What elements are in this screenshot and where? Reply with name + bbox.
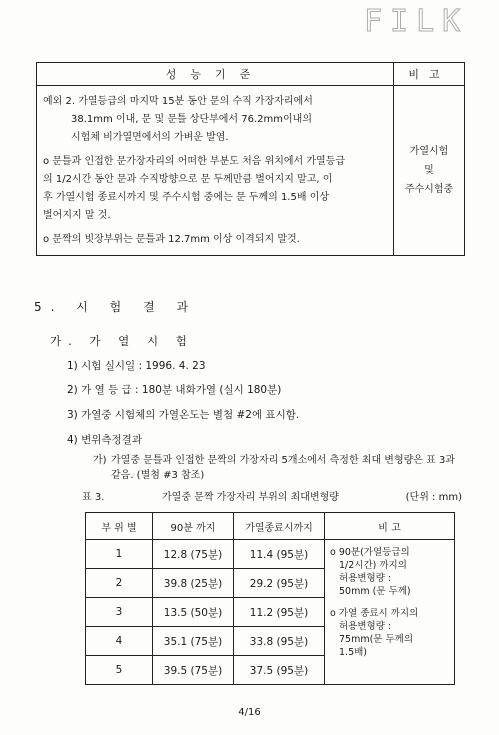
- subitem-text: 가열중 문틀과 인접한 문짝의 가장자리 5개소에서 측정한 최대 변형량은 표 3과 같음. (별첨 #3 참조): [111, 455, 455, 481]
- col-header-position: 부 위 별: [86, 513, 153, 540]
- subitem-label: 가): [93, 455, 107, 466]
- col-header-note: 비 고: [325, 513, 455, 540]
- criteria-bullet-line: o 문짝의 빗장부위는 문틀과 12.7mm 이상 이격되지 말것.: [43, 234, 300, 245]
- table-title: 가열중 문짝 가장자리 부위의 최대변형량: [162, 492, 339, 503]
- criteria-header-main: 성능기준: [37, 63, 394, 86]
- note-line: 및: [424, 165, 434, 176]
- position-cell: 3: [86, 598, 153, 627]
- notes-cell: [325, 540, 455, 685]
- test-date-item: 1) 시험 실시일 : 1996. 4. 23: [67, 360, 206, 372]
- value-90-cell: 39.5 (75분): [153, 656, 234, 685]
- criteria-header-note: 비고: [394, 63, 465, 86]
- max-deformation-table: [85, 512, 455, 685]
- note-line: o 90분(가열등급의: [330, 547, 410, 558]
- note-line: 허용변형량 :: [339, 573, 392, 584]
- position-cell: 5: [86, 656, 153, 685]
- table-row: [86, 540, 455, 569]
- value-90-cell: 12.8 (75분): [153, 540, 234, 569]
- criteria-bullet-line: 후 가열시험 종료시까지 및 주수시험 중에는 문 두께의 1.5배 이상: [43, 192, 330, 203]
- value-end-cell: 33.8 (95분): [234, 627, 325, 656]
- exception-line: 시험체 비가열면에서의 가벼운 발염.: [71, 132, 229, 143]
- value-end-cell: 29.2 (95분): [234, 569, 325, 598]
- table-number: 표 3.: [82, 492, 105, 503]
- col-header-end: 가열종료시까지: [234, 513, 325, 540]
- note-line: 50mm (문 두께): [339, 586, 411, 597]
- heating-temperature-item: 3) 가열중 시험체의 가열온도는 별첨 #2에 표시함.: [67, 409, 300, 421]
- criteria-bullet-line: 벌어지지 말 것.: [43, 210, 111, 221]
- note-line: 주수시험중: [404, 184, 454, 195]
- position-cell: 1: [86, 540, 153, 569]
- value-90-cell: 13.5 (50분): [153, 598, 234, 627]
- displacement-subitem: [93, 453, 463, 483]
- position-cell: 4: [86, 627, 153, 656]
- note-line: o 가열 종료시 까지의: [330, 608, 419, 619]
- value-90-cell: 35.1 (75분): [153, 627, 234, 656]
- value-90-cell: 39.8 (25분): [153, 569, 234, 598]
- criteria-bullet-line: 의 1/2시간 동안 문과 수직방향으로 문 두께만큼 벌어지지 말고, 이: [43, 174, 333, 185]
- criteria-body-cell: [37, 86, 394, 256]
- filk-watermark-stamp: FILK: [364, 4, 469, 39]
- value-end-cell: 11.4 (95분): [234, 540, 325, 569]
- note-line: 75mm(문 두께의: [339, 634, 414, 645]
- table-unit: (단위 : mm): [405, 492, 462, 503]
- exception-line: 예외 2. 가열등급의 마지막 15분 동안 문의 수직 가장자리에서: [43, 96, 313, 107]
- col-header-90min: 90분 까지: [153, 513, 234, 540]
- heating-grade-item: 2) 가 열 등 급 : 180분 내화가열 (실시 180분): [67, 384, 282, 396]
- note-line: 1/2시간) 까지의: [339, 560, 407, 571]
- note-line: 1.5배): [339, 647, 367, 658]
- heating-test-subtitle: 가. 가 열 시 험: [50, 334, 194, 348]
- displacement-result-item: 4) 변위측정결과: [67, 434, 142, 446]
- note-line: 가열시험: [409, 146, 449, 157]
- performance-criteria-table: [36, 62, 465, 256]
- page-number: 4/16: [238, 707, 261, 718]
- exception-line: 38.1mm 이내, 문 및 문틀 상단부에서 76.2mm이내의: [71, 114, 312, 125]
- section-5-title: 5. 시 험 결 과: [34, 300, 198, 314]
- position-cell: 2: [86, 569, 153, 598]
- note-line: 허용변형량 :: [339, 621, 392, 632]
- criteria-bullet-line: o 문틀과 인접한 문가장자리의 어떠한 부분도 처음 위치에서 가열등급: [43, 156, 346, 167]
- value-end-cell: 11.2 (95분): [234, 598, 325, 627]
- value-end-cell: 37.5 (95분): [234, 656, 325, 685]
- criteria-note-cell: [394, 86, 465, 256]
